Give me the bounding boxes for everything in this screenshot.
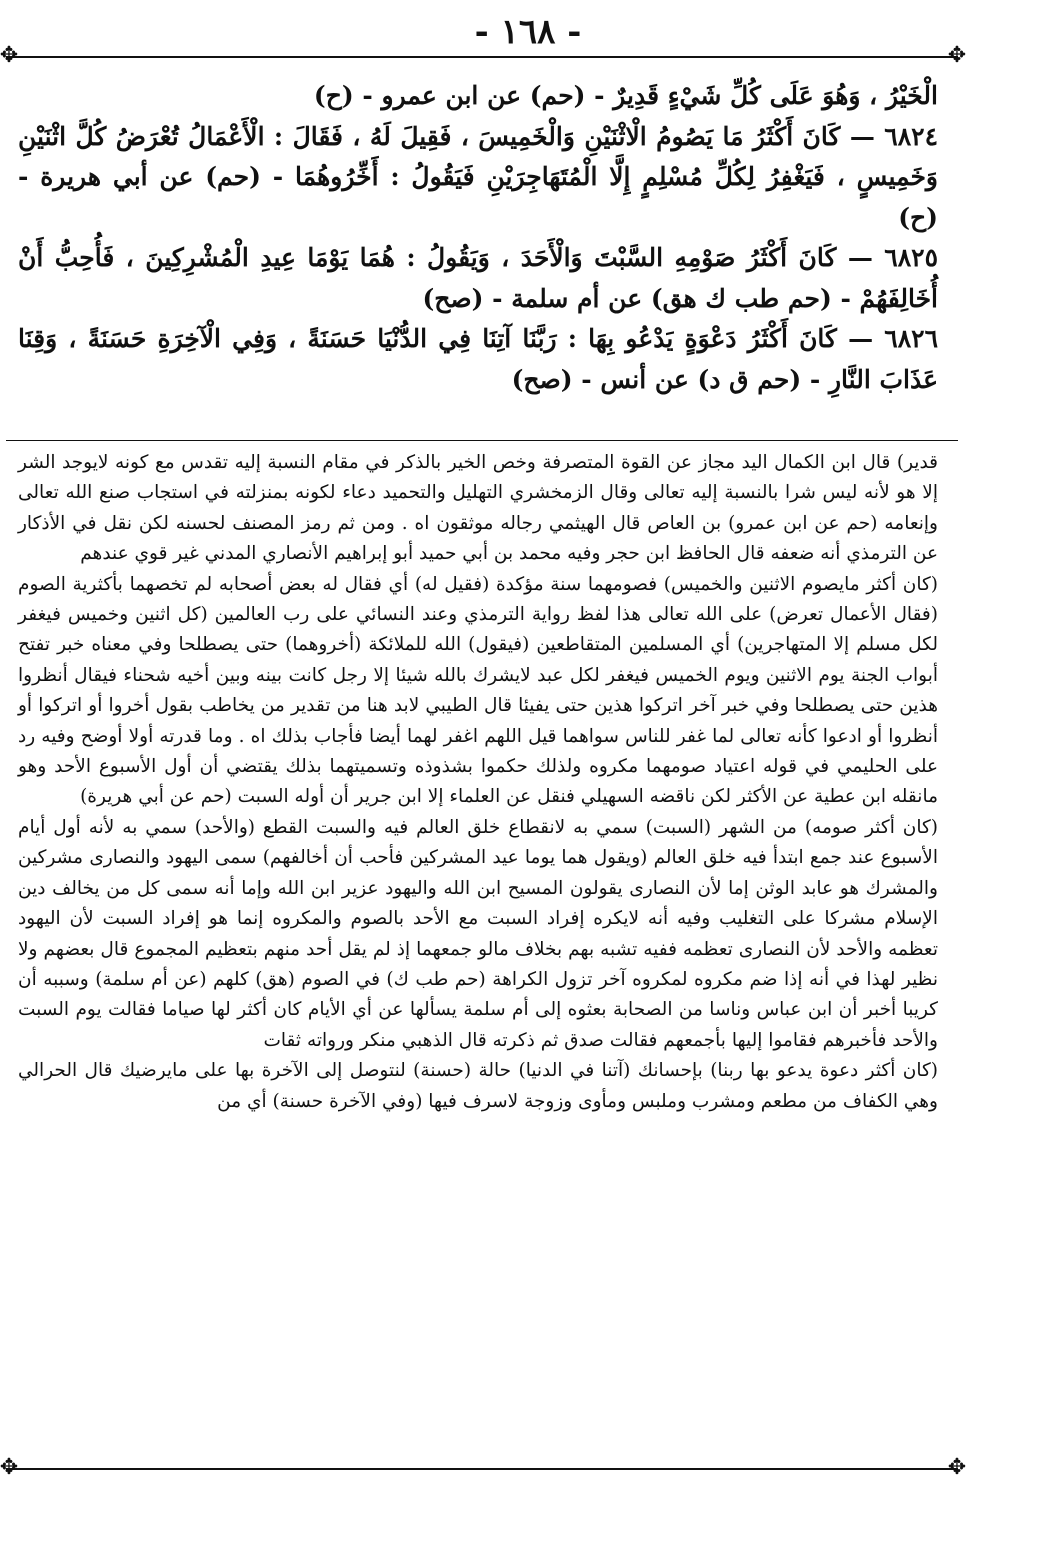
top-frame-line [6, 56, 958, 58]
ornament-bottom-right-icon: ✥ [947, 1455, 967, 1480]
hadith-6826: ٦٨٢٦ — كَانَ أَكْثَرُ دَعْوَةٍ يَدْعُو بِهَا : رَبَّنَا آتِنَا فِي الدُّنْيَا حَسَنَةً ، وَفِي الْآخِرَةِ حَسَنَةً ، وَقِنَا عَذَابَ النَّارِ - (حم ق د) عن أنس - (صح) [18, 324, 938, 394]
section-divider [6, 440, 958, 441]
page-number: - ١٦٨ - [474, 12, 582, 52]
ornament-bottom-left-icon: ✥ [0, 1455, 19, 1480]
bottom-frame-line [6, 1468, 958, 1470]
commentary-paragraph: (كان أكثر صومه) من الشهر (السبت) سمي به لانقطاع خلق العالم فيه والسبت القطع (والأحد) سمي به لأنه أول أيام الأسبوع عند جمع ابتدأ فيه خلق العالم (ويقول هما يوما عيد المشركين فأحب أن أخالفهم) سمى اليهود والنصارى مشركين والمشرك هو عابد الوثن إما لأن النصارى يقولون المسيح ابن الله واليهود عزير ابن الله وإما أنه سمى كل من يخالف دين الإسلام مشركا على التغليب وفيه أنه لايكره إفراد السبت مع الأحد بالصوم والمكروه إنما هو إفراد السبت لأن اليهود تعظمه والأحد لأن النصارى تعظمه ففيه تشبه بهم بخلاف مالو جمعهما إذ لم يقل أحد منهم بتعظيم المجموع قال بعضهم ولا نظير لهذا في أنه إذا ضم مكروه لمكروه آخر تزول الكراهة (حم طب ك) في الصوم (هق) كلهم (عن أم سلمة) وسببه أن كريبا أخبر أن ابن عباس وناسا من الصحابة بعثوه إلى أم سلمة يسألها عن أي الأيام كان أكثر لها صياما فقالت يوم السبت والأحد فأخبرهم فقاموا إليها بأجمعهم فقالت صدق ثم ذكرته قال الذهبي منكر ورواته ثقات [18, 816, 938, 1051]
hadith-6824: ٦٨٢٤ — كَانَ أَكْثَرُ مَا يَصُومُ الْاثْنَيْنِ وَالْخَمِيسَ ، فَقِيلَ لَهُ ، فَقَالَ : الْأَعْمَالُ تُعْرَضُ كُلَّ اثْنَيْنِ وَخَمِيسٍ ، فَيَغْفِرُ لِكُلِّ مُسْلِمٍ إِلَّا الْمُتَهَاجِرَيْنِ فَيَقُولُ : أَخِّرُوهُمَا - (حم) عن أبي هريرة - (ح) [18, 121, 938, 232]
hadith-main-text [18, 76, 938, 400]
commentary-text [18, 448, 938, 1117]
commentary-paragraph: قدير) قال ابن الكمال اليد مجاز عن القوة المتصرفة وخص الخير بالذكر في مقام النسبة إليه تقدس مع كونه لايوجد الشر إلا هو لأنه ليس شرا بالنسبة إليه تعالى وقال الزمخشري التهليل والتحميد دعاء لكونه بمنزلته في استجاب صنع الله تعالى وإنعامه (حم عن ابن عمرو) بن العاص قال الهيثمي رجاله موثقون اه . ومن ثم رمز المصنف لحسنه لكن نقل في الأذكار عن الترمذي أنه ضعفه قال الحافظ ابن حجر وفيه محمد بن أبي حميد أبو إبراهيم الأنصاري المدني غير قوي عندهم [18, 452, 938, 565]
commentary-paragraph: (كان أكثر دعوة يدعو بها ربنا) بإحسانك (آتنا في الدنيا) حالة (حسنة) لنتوصل إلى الآخرة بها على مايرضيك قال الحرالي وهي الكفاف من مطعم ومشرب وملبس ومأوى وزوجة لاسرف فيها (وفي الآخرة حسنة) أي من [18, 1060, 938, 1112]
ornament-top-right-icon: ✥ [947, 43, 967, 68]
hadith-6825: ٦٨٢٥ — كَانَ أَكْثَرُ صَوْمِهِ السَّبْتَ وَالْأَحَدَ ، وَيَقُولُ : هُمَا يَوْمَا عِيدِ الْمُشْرِكِينَ ، فَأُحِبُّ أَنْ أُخَالِفَهُمْ - (حم طب ك هق) عن أم سلمة - (صح) [18, 243, 938, 313]
commentary-paragraph: (كان أكثر مايصوم الاثنين والخميس) فصومهما سنة مؤكدة (فقيل له) أي فقال له بعض أصحابه لم تخصهما بأكثرية الصوم (فقال الأعمال تعرض) على الله تعالى هذا لفظ رواية الترمذي وعند النسائي على رب العالمين (كل اثنين وخميس فيغفر لكل مسلم إلا المتهاجرين) أي المسلمين المتقاطعين (فيقول) الله للملائكة (أخروهما) حتى يصطلحا وفي معناه خبر تفتح أبواب الجنة يوم الاثنين ويوم الخميس فيغفر لكل عبد لايشرك بالله شيئا إلا رجل كانت بينه وبين أخيه شحناء فيقال أنظروا هذين حتى يصطلحا وفي خبر آخر اتركوا هذين حتى يفيئا قال الطيبي لابد هنا من تقدير من يخاطب بقول أخروا أو اتركوا أو أنظروا أو ادعوا كأنه تعالى لما غفر للناس سواهما قيل اللهم اغفر لهما أيضا فأجاب بذلك اه . وما قدرته أولا أوضح وفيه رد على الحليمي في قوله اعتياد صومهما مكروه ولذلك حكموا بشذوذه وتسميتهما بذلك يقتضي أن أول الأسبوع الأحد وهو مانقله ابن عطية عن الأكثر لكن ناقضه السهيلي فنقل عن العلماء إلا ابن جرير أن أوله السبت (حم عن أبي هريرة) [18, 573, 938, 808]
ornament-top-left-icon: ✥ [0, 43, 19, 68]
hadith-continuation: الْخَيْرُ ، وَهُوَ عَلَى كُلِّ شَيْءٍ قَدِيرٌ - (حم) عن ابن عمرو - (ح) [313, 81, 938, 110]
